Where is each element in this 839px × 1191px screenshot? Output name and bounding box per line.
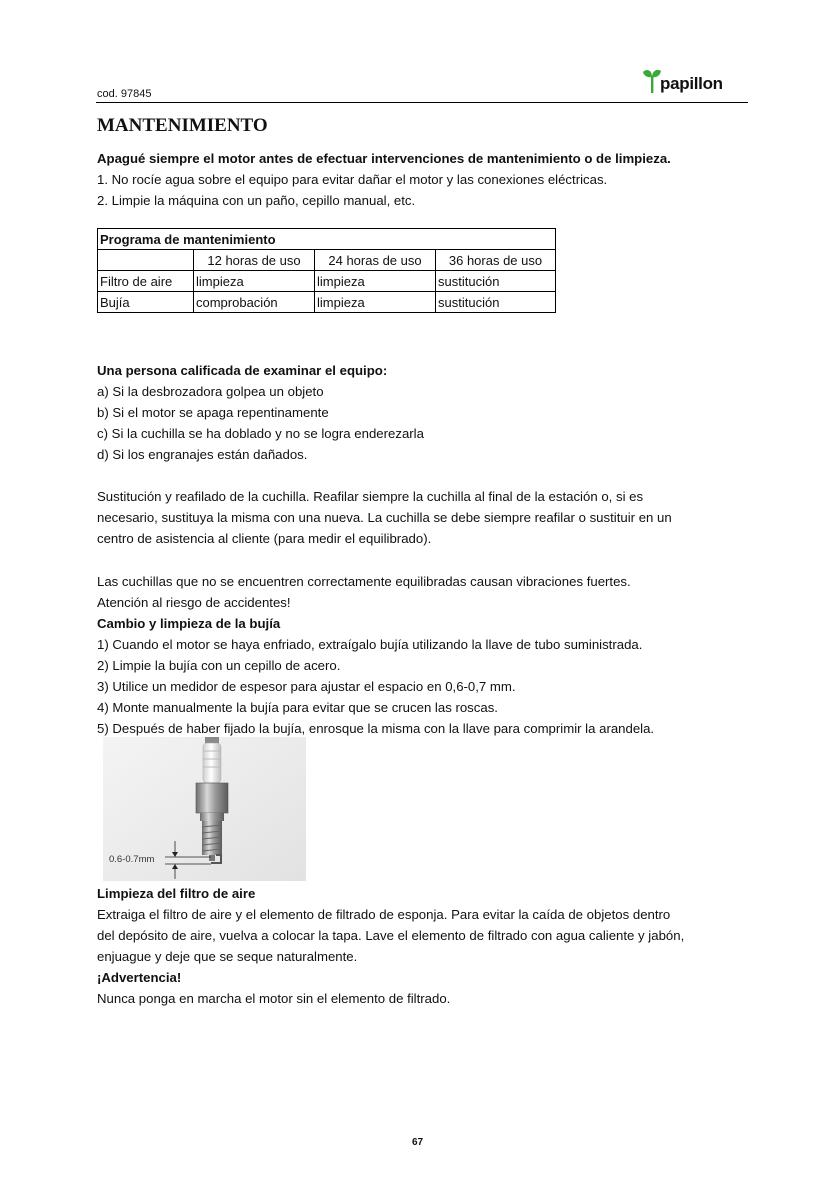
spark-plug-photo	[103, 737, 306, 881]
spark-plug-heading: Cambio y limpieza de la bujía	[97, 616, 281, 631]
table-row	[98, 271, 556, 292]
blade-paragraph-line: necesario, sustituya la misma con una nueva. La cuchilla se debe siempre reafilar o sustituir en un	[97, 510, 672, 525]
table-cell: Filtro de aire	[98, 271, 194, 292]
page-title: MANTENIMIENTO	[97, 115, 268, 136]
air-filter-warning-text: Nunca ponga en marcha el motor sin el elemento de filtrado.	[97, 991, 451, 1006]
intro-step-1: 1. No rocíe agua sobre el equipo para evitar dañar el motor y las conexiones eléctricas.	[97, 172, 608, 187]
table-header-row	[98, 250, 556, 271]
spark-plug-step: 2) Limpie la bujía con un cepillo de acero.	[97, 658, 341, 673]
blade-paragraph-line: centro de asistencia al cliente (para medir el equilibrado).	[97, 531, 432, 546]
warning-text: Apagué siempre el motor antes de efectuar intervenciones de mantenimiento o de limpieza.	[97, 151, 671, 166]
inspection-item: b) Si el motor se apaga repentinamente	[97, 405, 329, 420]
table-cell: comprobación	[194, 292, 315, 313]
gap-label: 0.6-0.7mm	[109, 854, 155, 865]
inspection-item: a) Si la desbrozadora golpea un objeto	[97, 384, 324, 399]
table-cell: limpieza	[315, 271, 436, 292]
header-cell-empty	[98, 250, 194, 271]
page-number: 67	[412, 1137, 424, 1148]
inspection-heading: Una persona calificada de examinar el equipo:	[97, 363, 388, 378]
inspection-item: c) Si la cuchilla se ha doblado y no se logra enderezarla	[97, 426, 424, 441]
header-cell-36h: 36 horas de uso	[436, 250, 556, 271]
table-cell: limpieza	[315, 292, 436, 313]
air-filter-heading: Limpieza del filtro de aire	[97, 886, 256, 901]
spark-plug-step: 5) Después de haber fijado la bujía, enrosque la misma con la llave para comprimir la arandela.	[97, 721, 655, 736]
spark-plug-step: 1) Cuando el motor se haya enfriado, extraígalo bujía utilizando la llave de tubo suministrada.	[97, 637, 643, 652]
blade-paragraph-line: Sustitución y reafilado de la cuchilla. Reafilar siempre la cuchilla al final de la estación o, si es	[97, 489, 644, 504]
table-cell: sustitución	[436, 271, 556, 292]
table-cell: Bujía	[98, 292, 194, 313]
document-code: cod. 97845	[97, 88, 152, 100]
inspection-item: d) Si los engranajes están dañados.	[97, 447, 308, 462]
table-cell: limpieza	[194, 271, 315, 292]
balance-warning-line: Atención al riesgo de accidentes!	[97, 595, 291, 610]
brand-logo	[640, 66, 740, 100]
header-cell-12h: 12 horas de uso	[194, 250, 315, 271]
air-filter-line: enjuague y deje que se seque naturalmente.	[97, 949, 358, 964]
header-divider	[96, 102, 748, 103]
spark-plug-step: 4) Monte manualmente la bujía para evitar que se crucen las roscas.	[97, 700, 498, 715]
brand-name: papillon	[660, 74, 723, 93]
air-filter-line: del depósito de aire, vuelva a colocar la tapa. Lave el elemento de filtrado con agua caliente y jabón,	[97, 928, 685, 943]
spark-plug-step: 3) Utilice un medidor de espesor para ajustar el espacio en 0,6-0,7 mm.	[97, 679, 516, 694]
maintenance-table	[97, 228, 556, 313]
table-cell: sustitución	[436, 292, 556, 313]
table-title-row	[98, 229, 556, 250]
table-title: Programa de mantenimiento	[98, 229, 556, 250]
table-row	[98, 292, 556, 313]
air-filter-warning-heading: ¡Advertencia!	[97, 970, 182, 985]
balance-warning-line: Las cuchillas que no se encuentren correctamente equilibradas causan vibraciones fuertes.	[97, 574, 631, 589]
intro-step-2: 2. Limpie la máquina con un paño, cepillo manual, etc.	[97, 193, 416, 208]
header-cell-24h: 24 horas de uso	[315, 250, 436, 271]
air-filter-line: Extraiga el filtro de aire y el elemento de filtrado de esponja. Para evitar la caída de objetos dentro	[97, 907, 671, 922]
